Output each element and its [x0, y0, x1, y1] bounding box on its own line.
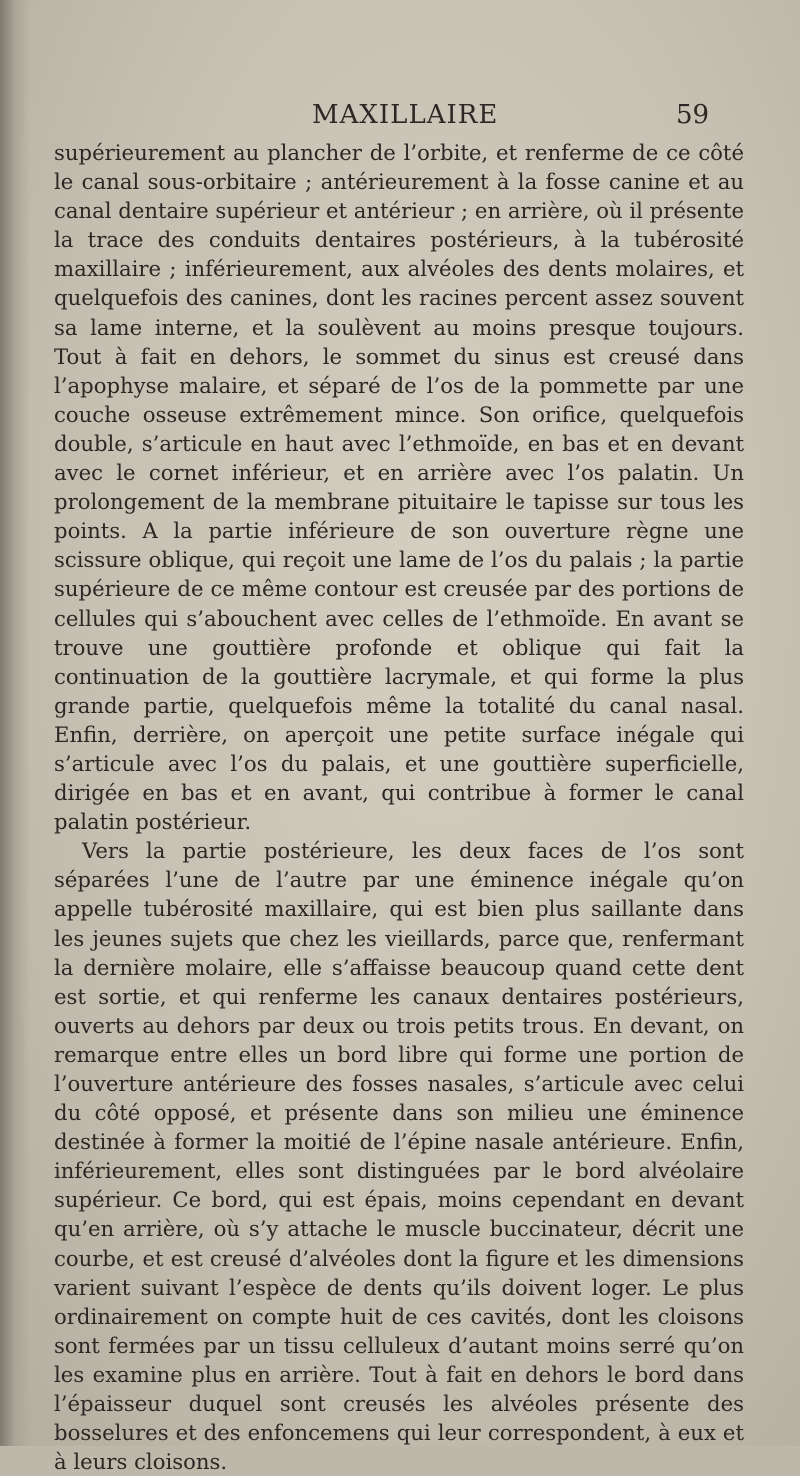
- body-text: [54, 138, 744, 1476]
- page-number: 59: [676, 100, 710, 130]
- running-title: MAXILLAIRE: [312, 100, 499, 130]
- paragraph-2: Vers la partie postérieure, les deux faces de l’os sont séparées l’une de l’autre par une éminence inégale qu’on appelle tubérosité maxillaire, qui est bien plus saillante dans les jeunes sujets que chez les vieillards, parce que, renfermant la dernière molaire, elle s’affaisse beaucoup quand cette dent est sortie, et qui renferme les canaux dentaires postérieurs, ouverts au dehors par deux ou trois petits trous. En devant, on remarque entre elles un bord libre qui forme une portion de l’ouverture antérieure des fosses nasales, s’articule avec celui du côté opposé, et présente dans son milieu une éminence destinée à former la moitié de l’épine nasale antérieure. Enfin, inférieurement, elles sont distinguées par le bord alvéolaire supérieur. Ce bord, qui est épais, moins cependant en devant qu’en arrière, où s’y attache le muscle buccinateur, décrit une courbe, et est creusé d’alvéoles dont la figure et les dimensions varient suivant l’espèce de dents qu’ils doivent loger. Le plus ordinairement on compte huit de ces cavités, dont les cloisons sont fermées par un tissu celluleux d’autant moins serré qu’on les examine plus en arrière. Tout à fait en dehors le bord dans l’épaisseur duquel sont creusés les alvéoles présente des bosselures et des enfoncemens qui leur correspondent, à eux et à leurs cloisons.: [54, 838, 744, 1475]
- paragraph-1: supérieurement au plancher de l’orbite, et renferme de ce côté le canal sous-orbitaire ; antérieurement à la fosse canine et au canal dentaire supérieur et antérieur ; en arrière, où il présente la trace des conduits dentaires postérieurs, à la tubérosité maxillaire ; inférieurement, aux alvéoles des dents molaires, et quelquefois des canines, dont les racines percent assez souvent sa lame interne, et la soulèvent au moins presque toujours. Tout à fait en dehors, le sommet du sinus est creusé dans l’apophyse malaire, et séparé de l’os de la pommette par une couche osseuse extrêmement mince. Son orifice, quelquefois double, s’articule en haut avec l’ethmoïde, en bas et en devant avec le cornet inférieur, et en arrière avec l’os palatin. Un prolongement de la membrane pituitaire le tapisse sur tous les points. A la partie inférieure de son ouverture règne une scissure oblique, qui reçoit une lame de l’os du palais ; la partie supérieure de ce même contour est creusée par des portions de cellules qui s’abouchent avec celles de l’ethmoïde. En avant se trouve une gouttière profonde et oblique qui fait la continuation de la gouttière lacrymale, et qui forme la plus grande partie, quelquefois même la totalité du canal nasal. Enfin, derrière, on aperçoit une petite surface inégale qui s’articule avec l’os du palais, et une gouttière superficielle, dirigée en bas et en avant, qui contribue à former le canal palatin postérieur.: [54, 140, 744, 835]
- spine-shadow: [0, 0, 30, 1446]
- running-header: [0, 100, 800, 134]
